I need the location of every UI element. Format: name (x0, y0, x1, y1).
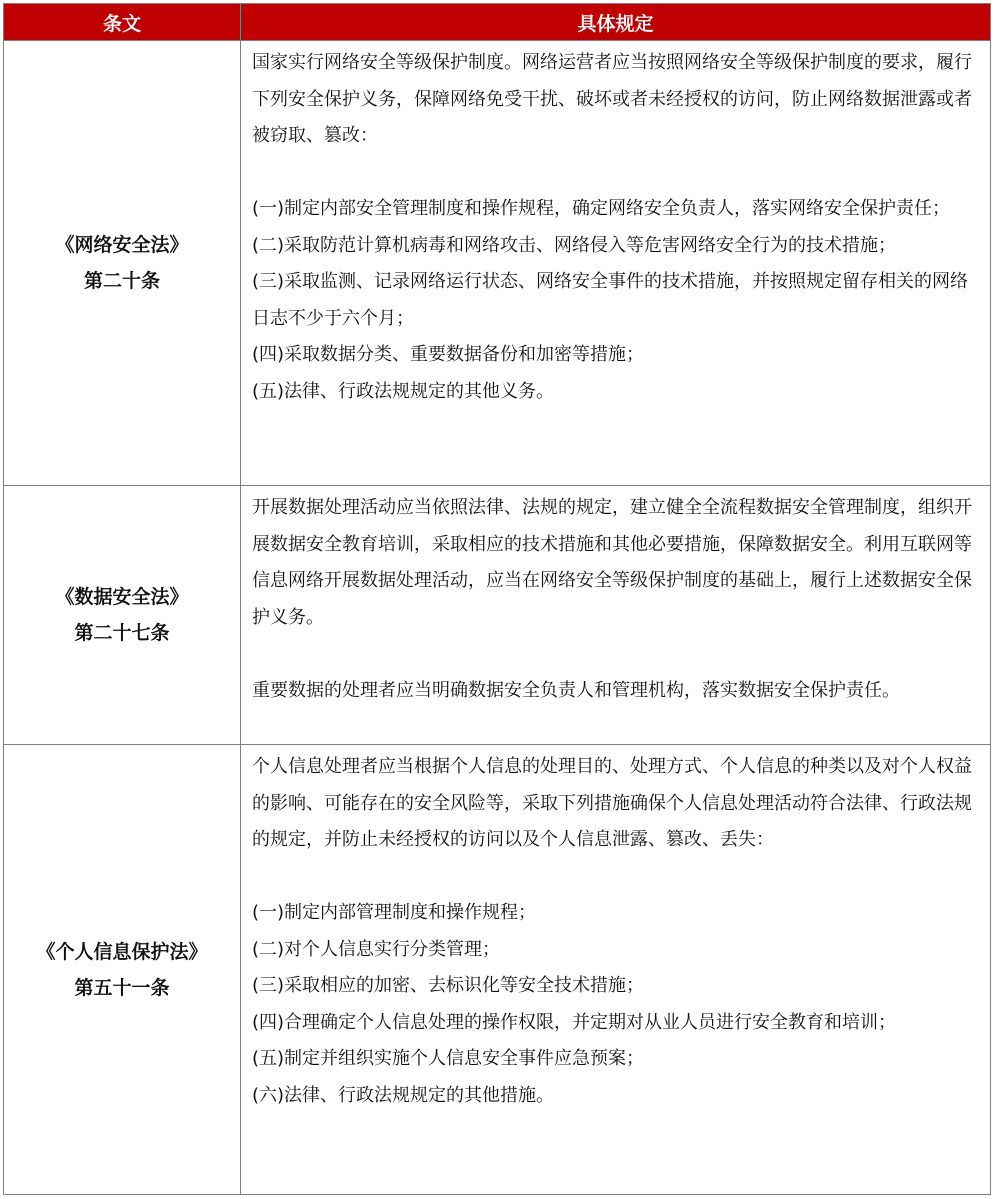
provision-item: (一)制定内部管理制度和操作规程； (252, 902, 537, 923)
law-citation (4, 486, 241, 745)
provision-intro: 个人信息处理者应当根据个人信息的处理目的、处理方式、个人信息的种类以及对个人权益的影响、可能存在的安全风险等，采取下列措施确保个人信息处理活动符合法律、行政法规的规定，并防止未经授权的访问以及个人信息泄露、篡改、丢失： (252, 756, 972, 850)
provision-item: (六)法律、行政法规规定的其他措施。 (252, 1084, 555, 1106)
table-header-row (4, 4, 991, 41)
provision-text (241, 745, 991, 1195)
law-title: 《个人信息保护法》 (36, 940, 208, 963)
provision-item: (三)采取监测、记录网络运行状态、网络安全事件的技术措施，并按照规定留存相关的网络日志不少于六个月； (252, 271, 969, 329)
law-citation (4, 41, 241, 486)
provision-item: (二)采取防范计算机病毒和网络攻击、网络侵入等危害网络安全行为的技术措施； (252, 234, 897, 256)
table-row (4, 41, 991, 486)
provision-item: (五)法律、行政法规规定的其他义务。 (252, 380, 555, 402)
law-citation (4, 745, 241, 1195)
provision-item: (一)制定内部安全管理制度和操作规程，确定网络安全负责人，落实网络安全保护责任； (252, 198, 951, 219)
article-number: 第二十七条 (74, 622, 170, 644)
article-number: 第五十一条 (74, 976, 170, 999)
header-provision: 具体规定 (241, 4, 991, 41)
header-article: 条文 (4, 4, 241, 41)
law-title: 《数据安全法》 (55, 586, 189, 608)
table-row (4, 745, 991, 1195)
law-title: 《网络安全法》 (55, 234, 189, 256)
provision-intro: 国家实行网络安全等级保护制度。网络运营者应当按照网络安全等级保护制度的要求，履行下列安全保护义务，保障网络免受干扰、破坏或者未经授权的访问，防止网络数据泄露或者被窃取、篡改： (252, 52, 972, 146)
provision-text (241, 486, 991, 745)
provision-intro: 开展数据处理活动应当依照法律、法规的规定，建立健全全流程数据安全管理制度，组织开展数据安全教育培训，采取相应的技术措施和其他必要措施，保障数据安全。利用互联网等信息网络开展数据处理活动，应当在网络安全等级保护制度的基础上，履行上述数据安全保护义务。 (252, 497, 972, 628)
provision-item: (五)制定并组织实施个人信息安全事件应急预案； (252, 1048, 645, 1069)
law-comparison-table (3, 3, 991, 1195)
provision-text (241, 41, 991, 486)
provision-item: (四)采取数据分类、重要数据备份和加密等措施； (252, 344, 645, 365)
article-number: 第二十条 (83, 270, 160, 292)
table-row (4, 486, 991, 745)
provision-item: (三)采取相应的加密、去标识化等安全技术措施； (252, 975, 645, 996)
provision-item: (二)对个人信息实行分类管理； (252, 938, 501, 960)
provision-item: (四)合理确定个人信息处理的操作权限，并定期对从业人员进行安全教育和培训； (252, 1011, 897, 1033)
provision-item: 重要数据的处理者应当明确数据安全负责人和管理机构，落实数据安全保护责任。 (252, 679, 900, 701)
